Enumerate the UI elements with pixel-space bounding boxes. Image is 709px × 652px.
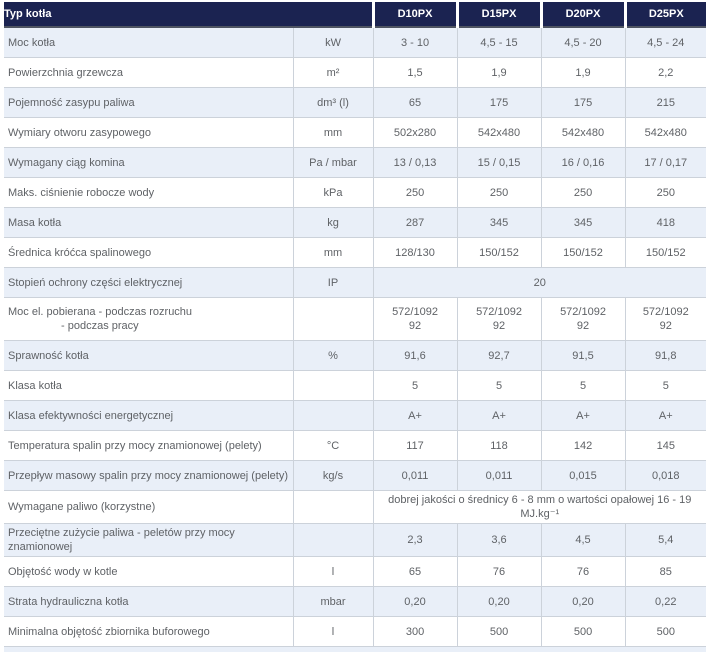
row-value: 117 <box>373 431 457 461</box>
row-value: 5 <box>373 371 457 401</box>
spec-row <box>4 88 706 118</box>
row-unit: dm³ (l) <box>293 88 373 118</box>
row-label: Przeciętne zużycie paliwa - peletów przy mocy znamionowej <box>4 524 293 557</box>
row-value: 250 <box>541 178 625 208</box>
row-value: A+ <box>457 401 541 431</box>
row-value: 1,9 <box>541 58 625 88</box>
spec-row <box>4 341 706 371</box>
row-unit: % <box>293 341 373 371</box>
row-unit: Pa / mbar <box>293 148 373 178</box>
row-label: Pojemność zasypu paliwa <box>4 88 293 118</box>
row-label: Moc kotła <box>4 27 293 58</box>
row-value: 145 <box>625 431 706 461</box>
row-value-line2: 92 <box>576 320 590 332</box>
spec-row <box>4 557 706 587</box>
row-label: Wymiary otworu zasypowego <box>4 118 293 148</box>
row-value: 5,4 <box>625 524 706 557</box>
spec-row <box>4 298 706 341</box>
row-value: 4,5 <box>541 524 625 557</box>
row-value: 128/130 <box>373 238 457 268</box>
row-value-line2: 92 <box>408 320 422 332</box>
row-value: 0,011 <box>373 461 457 491</box>
row-unit: mbar <box>293 587 373 617</box>
row-value: 65 <box>373 88 457 118</box>
row-unit <box>293 298 373 341</box>
row-unit: IP <box>293 268 373 298</box>
spec-row <box>4 27 706 58</box>
spec-row <box>4 208 706 238</box>
row-value: 500 <box>625 617 706 647</box>
spec-row <box>4 431 706 461</box>
row-value: 418 <box>625 208 706 238</box>
row-value: 91,8 <box>625 341 706 371</box>
row-label: Objętość wody w kotle <box>4 557 293 587</box>
spec-table-wrap <box>4 2 706 652</box>
row-unit: mm <box>293 118 373 148</box>
table-body <box>4 27 706 646</box>
row-label: Minimalna objętość zbiornika buforowego <box>4 617 293 647</box>
row-value: 76 <box>541 557 625 587</box>
row-value: 500 <box>541 617 625 647</box>
header-model-d20px: D20PX <box>541 2 625 27</box>
row-value: 572/1092 92 <box>625 298 706 341</box>
row-label: Powierzchnia grzewcza <box>4 58 293 88</box>
row-unit <box>293 371 373 401</box>
row-value: 0,015 <box>541 461 625 491</box>
row-label: Masa kotła <box>4 208 293 238</box>
row-value: 215 <box>625 88 706 118</box>
row-unit: l <box>293 557 373 587</box>
row-value: 0,20 <box>541 587 625 617</box>
row-label: Moc el. pobierana - podczas rozruchu - podczas pracy <box>4 298 293 341</box>
row-label: Przepływ masowy spalin przy mocy znamionowej (pelety) <box>4 461 293 491</box>
header-model-d10px: D10PX <box>373 2 457 27</box>
row-unit <box>293 401 373 431</box>
row-label-line2: - podczas pracy <box>61 320 139 332</box>
row-value: 542x480 <box>625 118 706 148</box>
row-value: 250 <box>457 178 541 208</box>
row-unit: °C <box>293 431 373 461</box>
header-row <box>4 2 706 27</box>
spec-row <box>4 401 706 431</box>
row-label: Średnica króćca spalinowego <box>4 238 293 268</box>
row-value: 15 / 0,15 <box>457 148 541 178</box>
row-value: 0,22 <box>625 587 706 617</box>
row-value: 287 <box>373 208 457 238</box>
row-unit <box>293 491 373 524</box>
spec-row <box>4 238 706 268</box>
row-unit: kPa <box>293 178 373 208</box>
row-value: 572/1092 92 <box>457 298 541 341</box>
row-value: 3,6 <box>457 524 541 557</box>
row-span-value: 20 <box>373 268 706 298</box>
row-value: 5 <box>625 371 706 401</box>
row-unit: l <box>293 617 373 647</box>
row-value: 175 <box>541 88 625 118</box>
row-value: A+ <box>625 401 706 431</box>
header-model-d25px: D25PX <box>625 2 706 27</box>
row-value: 345 <box>457 208 541 238</box>
row-unit: kg <box>293 208 373 238</box>
row-unit: kW <box>293 27 373 58</box>
row-value: 150/152 <box>457 238 541 268</box>
header-typ-kotla: Typ kotła <box>4 2 373 27</box>
row-unit: kg/s <box>293 461 373 491</box>
row-value: 17 / 0,17 <box>625 148 706 178</box>
row-value: 3 - 10 <box>373 27 457 58</box>
spec-row <box>4 371 706 401</box>
row-value: 175 <box>457 88 541 118</box>
row-label: Klasa efektywności energetycznej <box>4 401 293 431</box>
row-value: 92,7 <box>457 341 541 371</box>
row-value: 345 <box>541 208 625 238</box>
row-value: 2,2 <box>625 58 706 88</box>
row-value: 150/152 <box>541 238 625 268</box>
row-value: 0,20 <box>457 587 541 617</box>
row-unit: m² <box>293 58 373 88</box>
row-label: Maks. ciśnienie robocze wody <box>4 178 293 208</box>
spec-row <box>4 617 706 647</box>
row-label: Klasa kotła <box>4 371 293 401</box>
row-value: 150/152 <box>625 238 706 268</box>
row-value: 572/1092 92 <box>541 298 625 341</box>
row-value: 250 <box>373 178 457 208</box>
row-label: Wymagane paliwo (korzystne) <box>4 491 293 524</box>
row-value: 118 <box>457 431 541 461</box>
row-value: 142 <box>541 431 625 461</box>
row-value: 500 <box>457 617 541 647</box>
row-value: 0,018 <box>625 461 706 491</box>
row-value: 300 <box>373 617 457 647</box>
row-value: 91,6 <box>373 341 457 371</box>
spec-row <box>4 178 706 208</box>
row-value: 85 <box>625 557 706 587</box>
row-value: 1,9 <box>457 58 541 88</box>
row-unit <box>293 524 373 557</box>
row-value: A+ <box>541 401 625 431</box>
row-label: Wymagany ciąg komina <box>4 148 293 178</box>
row-value: 0,011 <box>457 461 541 491</box>
row-value: 542x480 <box>541 118 625 148</box>
boiler-spec-table <box>4 2 706 646</box>
row-unit: mm <box>293 238 373 268</box>
row-value: 91,5 <box>541 341 625 371</box>
row-value-line2: 92 <box>492 320 506 332</box>
row-value: 4,5 - 20 <box>541 27 625 58</box>
spec-row <box>4 587 706 617</box>
row-value: 1,5 <box>373 58 457 88</box>
spec-row <box>4 118 706 148</box>
row-value: 76 <box>457 557 541 587</box>
row-value: 2,3 <box>373 524 457 557</box>
spec-row <box>4 268 706 298</box>
row-label: Strata hydrauliczna kotła <box>4 587 293 617</box>
next-row-cutoff <box>4 646 706 652</box>
row-value: 572/1092 92 <box>373 298 457 341</box>
header-model-d15px: D15PX <box>457 2 541 27</box>
row-value: 250 <box>625 178 706 208</box>
row-value: 5 <box>541 371 625 401</box>
table-header <box>4 2 706 27</box>
row-value: 65 <box>373 557 457 587</box>
row-value: 16 / 0,16 <box>541 148 625 178</box>
row-value: A+ <box>373 401 457 431</box>
row-value: 502x280 <box>373 118 457 148</box>
row-label: Stopień ochrony części elektrycznej <box>4 268 293 298</box>
row-value: 4,5 - 24 <box>625 27 706 58</box>
row-span-value: dobrej jakości o średnicy 6 - 8 mm o wartości opałowej 16 - 19 MJ.kg⁻¹ <box>373 491 706 524</box>
row-value: 0,20 <box>373 587 457 617</box>
spec-row <box>4 148 706 178</box>
spec-row <box>4 524 706 557</box>
row-value-line2: 92 <box>659 320 672 332</box>
row-label: Sprawność kotła <box>4 341 293 371</box>
row-label: Temperatura spalin przy mocy znamionowej (pelety) <box>4 431 293 461</box>
spec-row <box>4 491 706 524</box>
spec-row <box>4 58 706 88</box>
row-value: 4,5 - 15 <box>457 27 541 58</box>
spec-row <box>4 461 706 491</box>
row-value: 542x480 <box>457 118 541 148</box>
row-value: 5 <box>457 371 541 401</box>
row-value: 13 / 0,13 <box>373 148 457 178</box>
